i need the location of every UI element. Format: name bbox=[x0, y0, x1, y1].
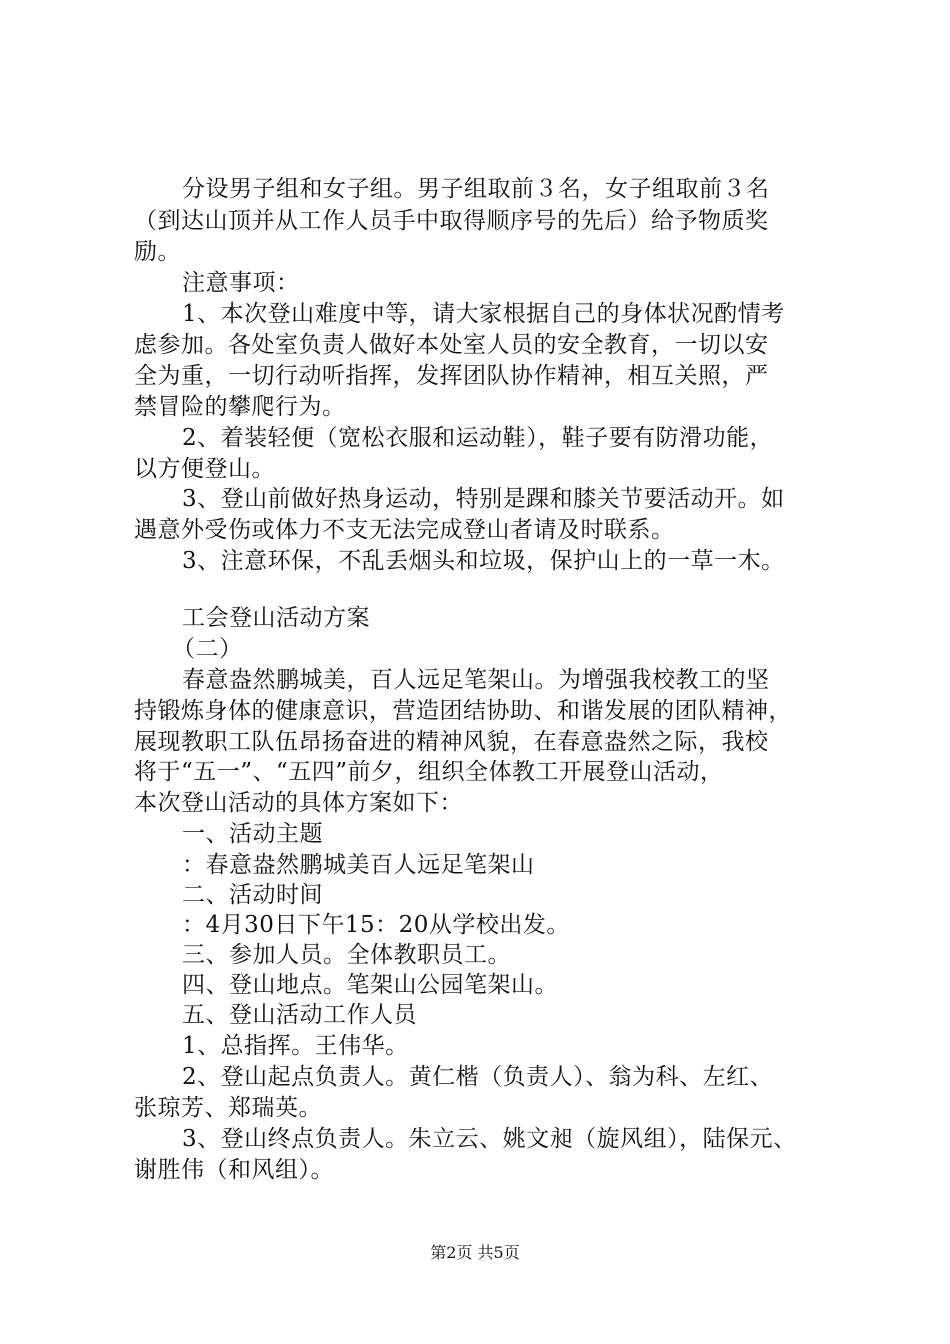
text-line: （到达山顶并从工作人员手中取得顺序号的先后）给予物质奖 bbox=[134, 208, 769, 234]
text-line: 分设男子组和女子组。男子组取前３名，女子组取前３名 bbox=[182, 176, 770, 202]
text-line: 全为重，一切行动听指挥，发挥团队协作精神，相互关照，严 bbox=[134, 363, 769, 389]
text-line: 谢胜伟（和风组）。 bbox=[134, 1157, 334, 1183]
text-line: 3、登山前做好热身运动，特别是踝和膝关节要活动开。如 bbox=[182, 486, 785, 512]
section-subtitle: （二） bbox=[172, 636, 243, 662]
text-line: 3、注意环保，不乱丢烟头和垃圾，保护山上的一草一木。 bbox=[182, 548, 785, 574]
text-line: 二、活动时间 bbox=[182, 882, 323, 908]
text-line: 禁冒险的攀爬行为。 bbox=[134, 394, 346, 420]
text-line: 将于“五一”、“五四”前夕，组织全体教工开展登山活动， bbox=[134, 759, 724, 785]
text-line: 1、总指挥。王伟华。 bbox=[182, 1033, 409, 1059]
text-line: 三、参加人员。全体教职员工。 bbox=[182, 942, 511, 968]
text-line: 2、着装轻便（宽松衣服和运动鞋），鞋子要有防滑功能， bbox=[182, 425, 774, 451]
text-line: 励。 bbox=[134, 239, 181, 265]
text-line: 以方便登山。 bbox=[134, 456, 275, 482]
text-line: 展现教职工队伍昂扬奋进的精神风貌，在春意盎然之际，我校 bbox=[134, 729, 769, 755]
text-line: 注意事项： bbox=[182, 270, 300, 296]
text-line: 本次登山活动的具体方案如下： bbox=[134, 790, 463, 816]
text-line: 春意盎然鹏城美，百人远足笔架山。为增强我校教工的坚 bbox=[182, 667, 770, 693]
section-title: 工会登山活动方案 bbox=[182, 605, 370, 631]
text-line: 四、登山地点。笔架山公园笔架山。 bbox=[182, 972, 558, 998]
text-line: 1、本次登山难度中等，请大家根据自己的身体状况酌情考 bbox=[182, 301, 785, 327]
text-line: 3、登山终点负责人。朱立云、姚文昶（旋风组），陆保元、 bbox=[182, 1126, 797, 1152]
text-line: 一、活动主题 bbox=[182, 821, 323, 847]
text-line: ：春意盎然鹏城美百人远足笔架山 bbox=[182, 852, 535, 878]
text-line: 虑参加。各处室负责人做好本处室人员的安全教育，一切以安 bbox=[134, 332, 769, 358]
text-line: 2、登山起点负责人。黄仁楷（负责人）、翁为科、左红、 bbox=[182, 1064, 774, 1090]
text-line: ：4月30日下午15：20从学校出发。 bbox=[182, 912, 570, 938]
text-line: 张琼芳、郑瑞英。 bbox=[134, 1095, 322, 1121]
text-line: 五、登山活动工作人员 bbox=[182, 1002, 417, 1028]
text-line: 持锻炼身体的健康意识，营造团结协助、和谐发展的团队精神， bbox=[134, 698, 792, 724]
page-number: 第2页 共5页 bbox=[430, 1243, 520, 1262]
text-line: 遇意外受伤或体力不支无法完成登山者请及时联系。 bbox=[134, 517, 675, 543]
